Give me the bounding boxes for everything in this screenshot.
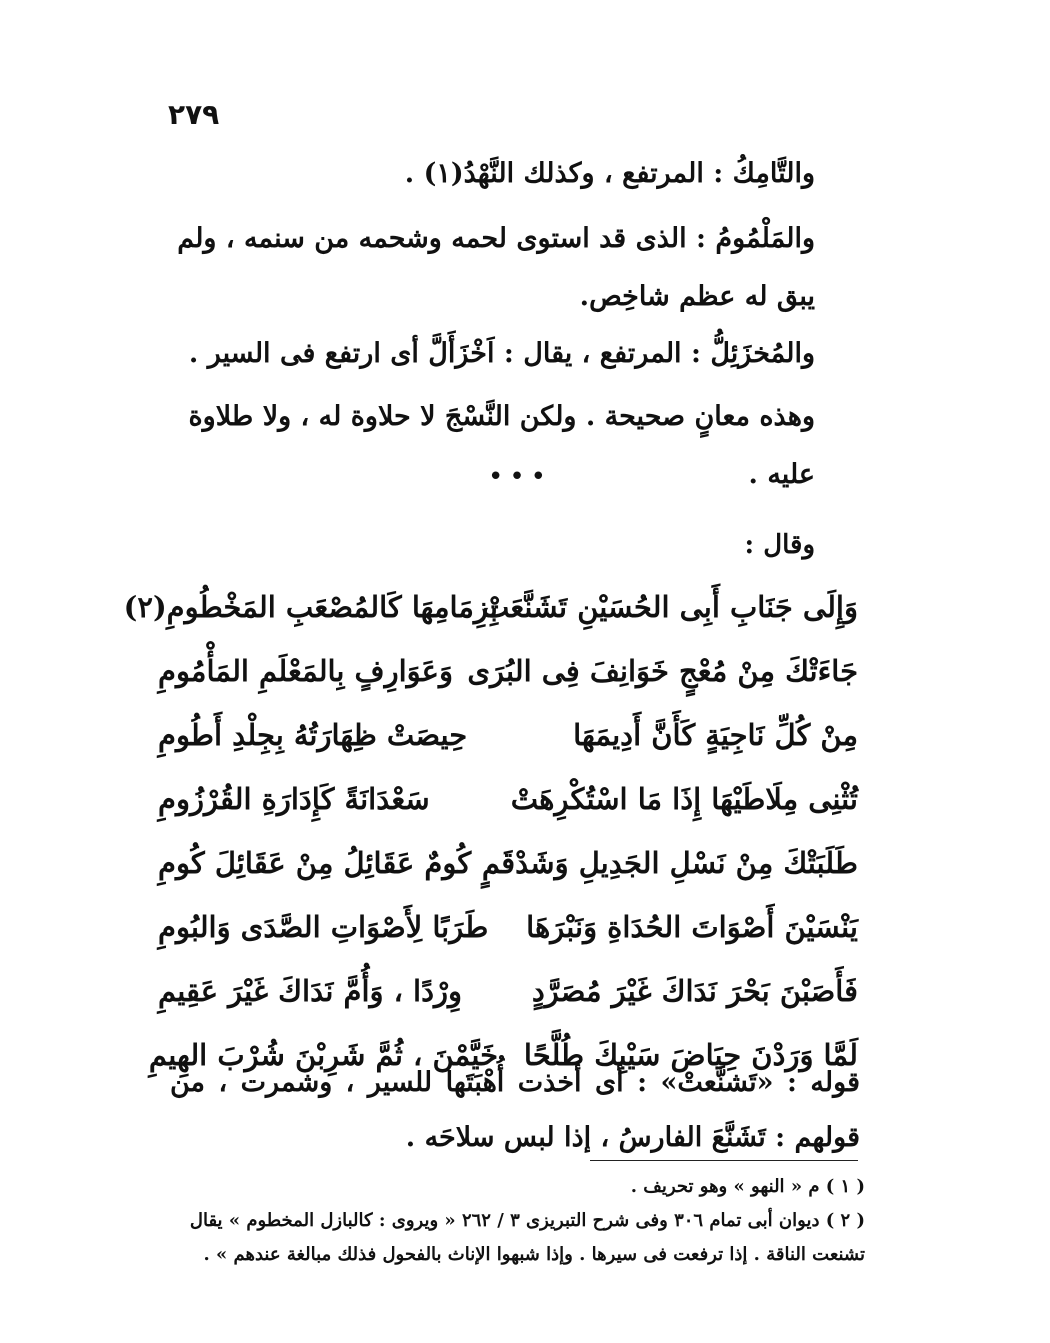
- verse-second-hemistich: وَعَوَارِفٍ بِالمَعْلَمِ المَأْمُومِ: [158, 654, 453, 688]
- paragraph-tamik: والتَّامِكُ : المرتفع ، وكذلك النَّهْدُ(١) .: [404, 158, 815, 189]
- verse-second-hemistich: بِزِمَامِهَا كَالمُصْعَبِ المَخْطُومِ(٢): [123, 590, 498, 624]
- footnote-2: ( ٢ ) ديوان أبى تمام ٣٠٦ وفى شرح التبريزى ٣ / ٢٦٢ « ويروى : كالبازل المخطوم » يقال تشنعت الناقة . إذا ترفعت فى سيرها . وإذا شبهوا الإناث بالفحول فذلك مبالغة عندهم » .: [189, 1210, 865, 1265]
- verse-second-hemistich: كُومٌ عَقَائِلُ مِنْ عَقَائِلَ كُومِ: [158, 846, 472, 880]
- verse: [158, 767, 858, 831]
- verse-first-hemistich: تُثْنِى مِلَاطَيْهَا إِذَا مَا اسْتُكْرِهَتْ: [510, 782, 858, 816]
- footnote-divider: [590, 1160, 858, 1161]
- verse-first-hemistich: فَأَصَبْنَ بَحْرَ نَدَاكَ غَيْرَ مُصَرَّدٍ: [531, 974, 858, 1008]
- verse: [158, 959, 858, 1023]
- verse: [158, 639, 858, 703]
- verse-first-hemistich: يَنْسَيْنَ أَصْوَاتَ الحُدَاةِ وَنَبْرَهَا: [526, 910, 858, 944]
- verse-second-hemistich: وِرْدًا ، وَأُمَّ نَدَاكَ غَيْرَ عَقِيمِ: [158, 974, 463, 1008]
- footnotes: [165, 1170, 865, 1272]
- paragraph-mukhzaill: والمُخزَئِلُّ : المرتفع ، يقال : اَخْزَأَلَّ أى ارتفع فى السير .: [188, 338, 815, 369]
- paragraph-malmum: والمَلْمُومُ : الذى قد استوى لحمه وشحمه من سنمه ، ولم يبق له عظم شاخِص.: [177, 223, 815, 312]
- verse-first-hemistich: وَإِلَى جَنَابِ أَبِى الحُسَيْنِ تَشَنَّعَتْ: [481, 590, 858, 624]
- verse-first-hemistich: جَاءَتْكَ مِنْ مُعْجٍ خَوَانِفَ فِى البُرَى: [467, 654, 858, 688]
- footnote-1: ( ١ ) م « النهو » وهو تحريف .: [630, 1176, 865, 1197]
- verse: [158, 703, 858, 767]
- verse-second-hemistich: حِيصَتْ ظِهَارَتُهُ بِجِلْدِ أَطُومِ: [158, 718, 468, 752]
- verse-second-hemistich: طَرَبًا لِأَصْوَاتِ الصَّدَى وَالبُومِ: [158, 910, 489, 944]
- verse-first-hemistich: لَمَّا وَرَدْنَ حِيَاضَ سَيْبِكَ طُلَّحًا: [523, 1038, 858, 1072]
- verse-second-hemistich: خَيَّمْنَ ، ثُمَّ شَرِبْنَ شُرْبَ الهِيمِ: [148, 1038, 498, 1072]
- verse: [158, 895, 858, 959]
- verse: [123, 575, 858, 639]
- section-separator: •••: [487, 462, 552, 492]
- verse-first-hemistich: طَلَبَتْكَ مِنْ نَسْلِ الجَدِيلِ وَشَدْقَمٍ: [481, 846, 858, 880]
- verse-first-hemistich: مِنْ كُلِّ نَاجِيَةٍ كَأَنَّ أَدِيمَهَا: [573, 718, 858, 752]
- verse-second-hemistich: سَعْدَانَةً كَإِدَارَةِ القُرْزُومِ: [158, 782, 430, 816]
- poem-intro: وقال :: [744, 530, 815, 560]
- page-number: ٢٧٩: [168, 98, 220, 131]
- verse: [158, 831, 858, 895]
- commentary-paragraph: قوله : «تَشنَّعتْ» : أى أخذت أُهْبَتَها للسير ، وشمرت ، من قولهم : تَشَنَّعَ الفارسُ ، إذا لبس سلاحَه .: [170, 1067, 860, 1153]
- poem: [123, 575, 858, 1087]
- paragraph-critique: وهذه معانٍ صحيحة . ولكن النَّسْجَ لا حلاوة له ، ولا طلاوة عليه .: [188, 401, 815, 490]
